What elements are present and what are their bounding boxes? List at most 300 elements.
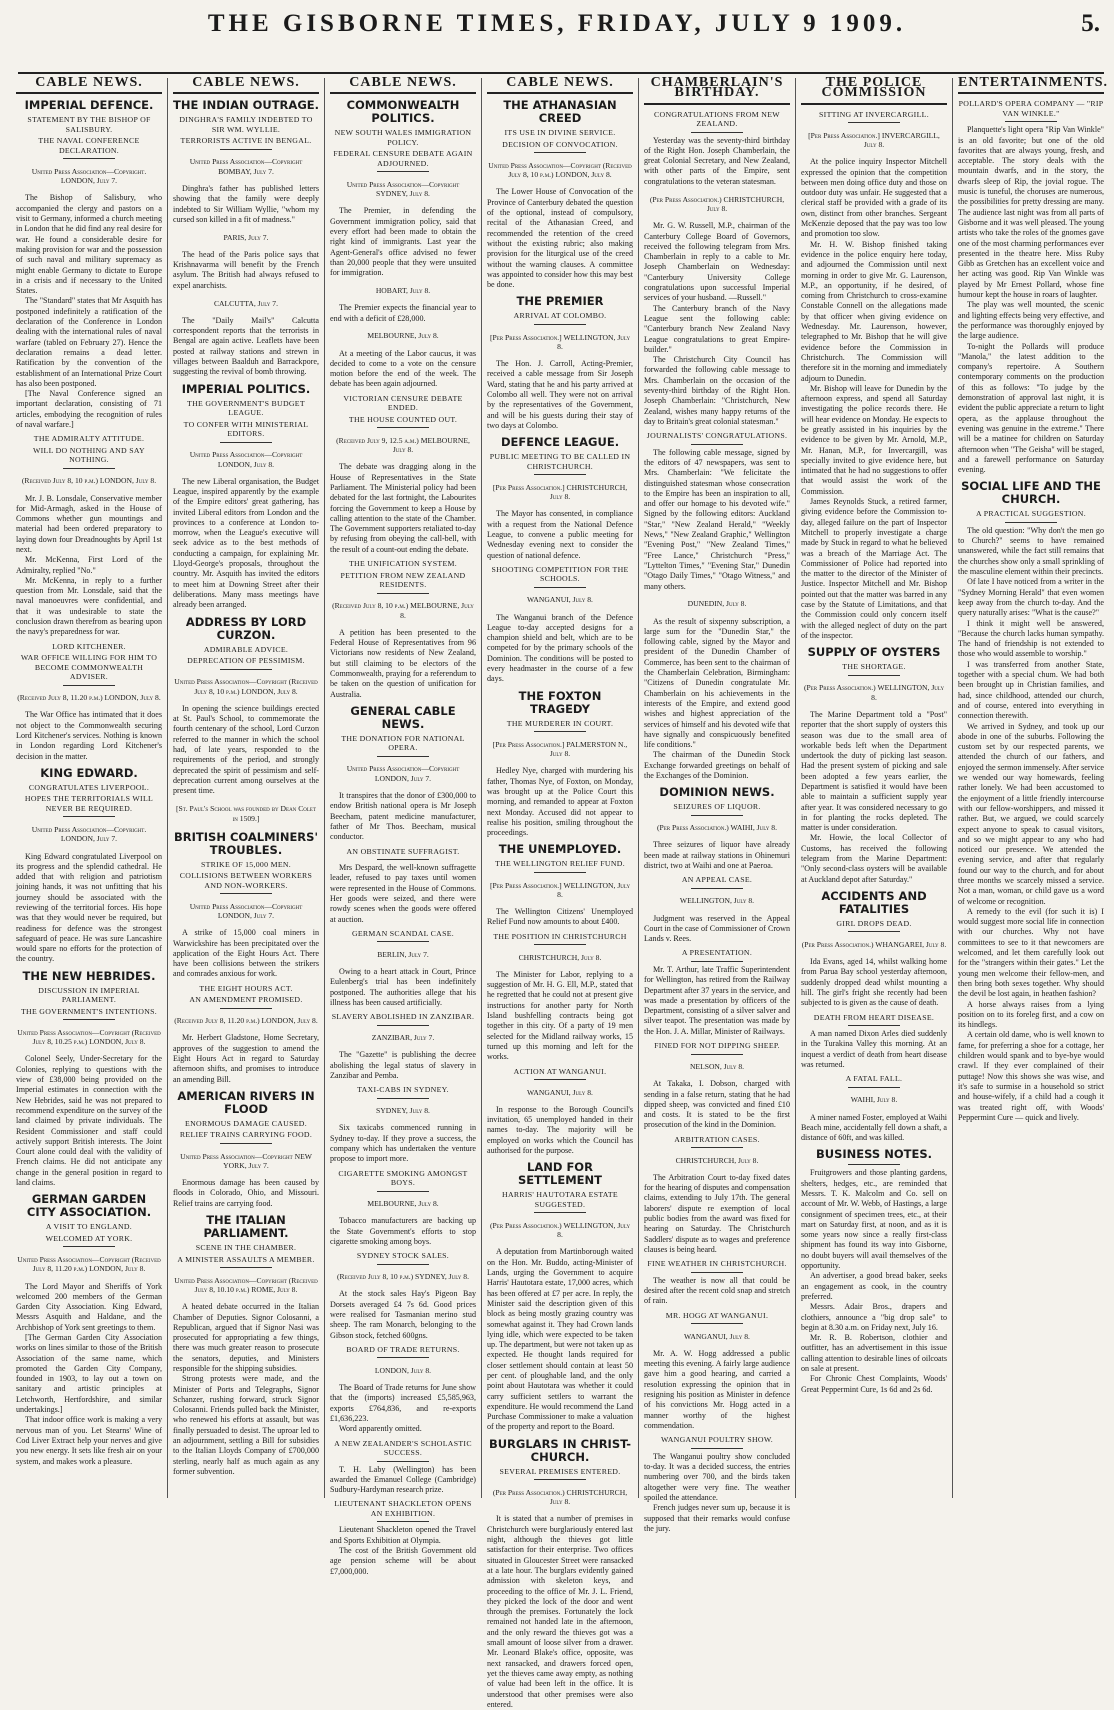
article-paragraph: The Premier, in defending the Government immigration policy, said that every effort had been made to obtain the right kind of immigrants. Last year the Agent-General's office advised no fewer than 20,000 people that they were unsuited for immigration. bbox=[330, 206, 476, 278]
column-header: CABLE NEWS. bbox=[330, 78, 476, 94]
article-headline: ADDRESS BY LORD CURZON. bbox=[185, 614, 307, 642]
article-headline: ACCIDENTS AND FATALITIES bbox=[821, 888, 927, 916]
column-2 bbox=[173, 75, 319, 1500]
article-paragraph: Word apparently omitted. bbox=[339, 1424, 422, 1434]
article-paragraph: The Wellington Citizens' Unemployed Relief Fund now amounts to about £400. bbox=[487, 907, 633, 927]
dateline: MELBOURNE, July 8. bbox=[367, 1199, 439, 1209]
article-paragraph: At Takaka, I. Dobson, charged with sending in a false return, stating that he had dipped sheep, was convicted and fined £10 and costs. It is stated to be the first prosecution of the kind in the Dominion. bbox=[644, 1079, 790, 1130]
article bbox=[173, 383, 319, 611]
article-rule bbox=[377, 171, 430, 172]
article-headline: GERMAN GARDEN CITY ASSOCIATION. bbox=[26, 1192, 152, 1220]
dateline: (Per Press Association.) WAIHI, July 8. bbox=[656, 823, 777, 833]
column-divider bbox=[638, 78, 639, 1498]
article-paragraph: Mr. McKenna, in reply to a further question from Mr. Lonsdale, said that the naval manoeuvres were confidential, and that it was undesirable to state the conclusion drawn therefrom as bearing upon the navy's preparedness for war. bbox=[16, 575, 162, 637]
article-paragraph: [The Naval Conference signed an important declaration, consisting of 71 articles, embodying the recognition of rules of naval warfare.] bbox=[16, 389, 162, 430]
article-subheading: THE EIGHT HOURS ACT. bbox=[199, 983, 293, 993]
article-paragraph: The Wanganui poultry show concluded to-day. It was a decided success, the entries numbering over 700, and the birds taken altogether were very fine. The weather spoiled the attendance. bbox=[644, 1451, 790, 1502]
article-rule bbox=[848, 675, 901, 676]
dateline: DUNEDIN, July 8. bbox=[687, 599, 747, 609]
article bbox=[173, 1214, 319, 1477]
article-subheading: DEPRECATION OF PESSIMISM. bbox=[187, 656, 305, 666]
article-paragraph: The chairman of the Dunedin Stock Exchange forwarded greetings on behalf of the Exchanges of the Dominion. bbox=[644, 750, 790, 780]
article-paragraph: The play was well mounted, the scenic and lighting effects being very effective, and the performance was thoroughly enjoyed by the large audience. bbox=[958, 300, 1104, 341]
article-paragraph: A petition has been presented to the Federal House of Representatives from 96 Victorians now residents of New Zealand, but still claiming to be electors of the Commonwealth, praying for a referendum to be taken on the question of unification for Australia. bbox=[330, 627, 476, 699]
article-subheading: FINE WEATHER IN CHRISTCHURCH. bbox=[647, 1259, 787, 1269]
article-rule bbox=[220, 149, 273, 150]
article-subheading: VICTORIAN CENSURE DEBATE ENDED. bbox=[343, 393, 463, 413]
article-headline: SUPPLY OF OYSTERS bbox=[807, 645, 941, 660]
article-subheading: GIRL DROPS DEAD. bbox=[836, 918, 912, 928]
article bbox=[16, 642, 162, 762]
article bbox=[16, 99, 162, 430]
article-rule bbox=[377, 1461, 430, 1462]
column-3 bbox=[330, 75, 476, 1576]
dateline: United Press Association—Copyright (Received July 8, 10.25 p.m.) LONDON, July 8. bbox=[17, 1027, 161, 1047]
article-paragraph: Mr. Herbert Gladstone, Home Secretary, approves of the suggestion to amend the Eight Hours Act in regard to Saturday afternoon shifts, and promises to introduce an amending Bill. bbox=[173, 1033, 319, 1084]
dateline: WANGANUI, July 8. bbox=[527, 595, 593, 605]
article-headline: LAND FOR SETTLEMENT bbox=[517, 1160, 603, 1188]
dateline: United Press Association—Copyright NEW YORK, July 7. bbox=[180, 1151, 312, 1171]
article bbox=[644, 1311, 790, 1432]
article-rule bbox=[377, 1521, 430, 1522]
dateline: WANGANUI, July 8. bbox=[527, 1087, 593, 1097]
article-subheading: A VISIT TO ENGLAND. bbox=[45, 1222, 133, 1232]
page-number: 5. bbox=[1081, 10, 1100, 37]
column-divider bbox=[481, 78, 482, 1498]
article-paragraph: Enormous damage has been caused by floods in Colorado, Ohio, and Missouri. Relief trains are carrying food. bbox=[173, 1178, 319, 1208]
article-rule bbox=[1005, 522, 1058, 523]
article-headline: THE ITALIAN PARLIAMENT. bbox=[203, 1213, 289, 1241]
article-paragraph: The Christchurch City Council has forwarded the following cable message to Mrs. Chamberlain on the occasion of the seventy-third birthday of the Right Hon. Joseph Chamberlain: "Christchurch, New Zealand, wishes many happy returns of the day to Britain's great colonial statesman." bbox=[644, 355, 790, 426]
article-rule bbox=[220, 1008, 273, 1009]
article-paragraph: The Lord Mayor and Sheriffs of York welcomed 200 members of the German Garden City Association. King Edward, Messrs Asquith and Haldane, and the Archbishop of York sent greetings to them. bbox=[16, 1281, 162, 1332]
article-subheading: TERRORISTS ACTIVE IN BENGAL. bbox=[180, 136, 312, 146]
article bbox=[330, 1345, 476, 1435]
dateline: (Per Press Association.) WELLINGTON, July 8. bbox=[803, 683, 945, 702]
article-subheading: THE SHORTAGE. bbox=[842, 662, 906, 672]
dateline: United Press Association—Copyright (Received July 8, 10 p.m.) LONDON, July 8. bbox=[488, 160, 632, 180]
article bbox=[644, 1435, 790, 1534]
article bbox=[644, 1135, 790, 1256]
article-paragraph: The "Gazette" is publishing the decree abolishing the legal status of slavery in Zanzibar and Pemba. bbox=[330, 1050, 476, 1080]
article-subheading: CIGARETTE SMOKING AMONGST BOYS. bbox=[338, 1168, 468, 1188]
article-subheading: SHOOTING COMPETITION FOR THE SCHOOLS. bbox=[491, 564, 629, 584]
dateline: [St. Paul's School was founded by Dean Colet in 1509.] bbox=[175, 804, 317, 823]
article-subheading: THE DONATION FOR NATIONAL OPERA. bbox=[341, 733, 465, 753]
article-rule bbox=[63, 685, 116, 686]
article bbox=[330, 929, 476, 1008]
article bbox=[801, 1013, 947, 1071]
article-rule bbox=[220, 1143, 273, 1144]
article bbox=[487, 1067, 633, 1157]
column-header: CHAMBERLAIN'S BIRTHDAY. bbox=[644, 78, 790, 105]
article bbox=[330, 99, 476, 389]
article-paragraph: James Reynolds Stuck, a retired farmer, giving evidence before the Commission to-day, alleged failure on the part of Inspector Mitchell to properly investigate a charge made by Stuck in regard to what he believed was a breach of the Marriage Act. The Commissioner of Police had reported into the matter to the director of the Minister of Justice. Inspector Mitchell and Mr. Bishop pointed out that the matter was barred in any case by the Statute of Limitations, and that the Commission could only concern itself with the alleged neglect of duty on the part of the inspector. bbox=[801, 497, 947, 640]
article-headline: THE ATHANASIAN CREED bbox=[503, 98, 617, 126]
dateline: United Press Association—Copyright. LONDON, July 7. bbox=[31, 166, 147, 186]
article-subheading: STATEMENT BY THE BISHOP OF SALISBURY. bbox=[27, 115, 151, 134]
article-subheading: LIEUTENANT SHACKLETON OPENS AN EXHIBITION. bbox=[334, 1499, 472, 1518]
article-subheading: ACTION AT WANGANUI. bbox=[513, 1066, 607, 1076]
article-headline: THE INDIAN OUTRAGE. bbox=[173, 98, 319, 113]
article-subheading: THE NAVAL CONFERENCE DECLARATION. bbox=[38, 136, 140, 155]
article-headline: THE UNEMPLOYED. bbox=[498, 842, 622, 857]
article-rule bbox=[534, 944, 587, 945]
article-rule bbox=[63, 816, 116, 817]
article-rule bbox=[377, 593, 430, 594]
dateline: (Received July 8, 10 p.m.) SYDNEY, July 8. bbox=[337, 1272, 469, 1282]
article-paragraph: Yesterday was the seventy-third birthday of the Right Hon. Joseph Chamberlain, the great Colonial Secretary, and New Zealand, with other parts of the Empire, sent congratulations to the veteran statesman. bbox=[644, 135, 790, 186]
column-header: CABLE NEWS. bbox=[487, 78, 633, 94]
article-rule bbox=[377, 756, 430, 757]
article-paragraph: Messrs. Adair Bros., drapers and clothiers, announce a "big drop sale" to begin at 8.30 a.m. on Friday next, July 16. bbox=[801, 1302, 947, 1332]
article-paragraph: An advertiser, a good bread baker, seeks an engagement as cook, in the country preferred. bbox=[801, 1271, 947, 1301]
article-paragraph: Mr. Bishop will leave for Dunedin by the afternoon express, and spend all Saturday investigating the police records there. He will hear evidence on Monday. He expects to be greatly assisted in his inquiries by the evidence to be given by Mr. Arnold, M.P., Mr. Hanan, M.P., for Invercargill, was specially invited to give evidence here, but intimated that he had no suggestions to offer that would assist the work of the Commission. bbox=[801, 383, 948, 496]
article-rule bbox=[691, 1054, 744, 1055]
article-paragraph: The Canterbury branch of the Navy League sent the following cable: "Canterbury branch New Zealand Navy League congratulations to great Empire-builder." bbox=[644, 303, 790, 354]
article bbox=[330, 1499, 476, 1576]
article-headline: THE NEW HEBRIDES. bbox=[22, 968, 156, 983]
article bbox=[644, 786, 790, 871]
article-rule bbox=[691, 1323, 744, 1324]
dateline: (Per Press Association.) WHANGAREI, July 8. bbox=[801, 940, 947, 950]
article-paragraph: Mr. T. Arthur, late Traffic Superintendent for Wellington, has retired from the Railway Department after 37 years in the service, and was made a presentation by officers of the Department, consisting of a silver salver and silver teapot. The presentation was made by the Hon. J. A. Millar, Minister of Railways. bbox=[644, 964, 790, 1036]
article-rule bbox=[848, 931, 901, 932]
article-rule bbox=[534, 152, 587, 153]
article-rule bbox=[377, 1357, 430, 1358]
column-5 bbox=[644, 75, 790, 1533]
article-rule bbox=[534, 587, 587, 588]
article-paragraph: As the result of sixpenny subscription, a large sum for the "Dunedin Star," the following cable, signed by the Mayor and president of the Dunedin Chamber of Commerce, has been sent to the chairman of the Chamberlain Celebration, Birmingham: "Citizens of Dunedin congratulate Mr. Chamberlain on his achievements in the interests of the Empire, and extend good wishes and highest appreciation of the services of himself and his devoted wife that have signally and conspicuously benefited life conditions." bbox=[644, 616, 790, 750]
article-rule bbox=[848, 1087, 901, 1088]
article-headline: KING EDWARD. bbox=[40, 765, 138, 780]
article-subheading: HARRIS' HAUTOTARA ESTATE SUGGESTED. bbox=[502, 1190, 618, 1209]
article-paragraph: At a meeting of the Labor caucus, it was decided to come to a vote on the censure motion before the end of the week. The debate has been again adjourned. bbox=[330, 348, 476, 389]
article-subheading: PETITION FROM NEW ZEALAND RESIDENTS. bbox=[340, 570, 466, 590]
article-rule bbox=[220, 669, 273, 670]
article-subheading: WELCOMED AT YORK. bbox=[45, 1233, 133, 1243]
article-paragraph: A horse always raises from a lying position on to its foreleg first, and a cow on its hindlegs. bbox=[958, 999, 1104, 1030]
article bbox=[644, 431, 790, 781]
column-divider bbox=[167, 78, 168, 1498]
dateline: United Press Association—Copyright LONDON, July 7. bbox=[189, 901, 303, 921]
article bbox=[644, 948, 790, 1037]
column-divider bbox=[952, 78, 953, 1498]
column-header: CABLE NEWS. bbox=[16, 78, 162, 94]
article-paragraph: Mr. J. B. Lonsdale, Conservative member for Mid-Armagh, asked in the House of Commons whether gun mountings and material had been ordered preparatory to laying down four Dreadnoughts by April 1st next. bbox=[16, 493, 162, 554]
article-rule bbox=[377, 941, 430, 942]
article bbox=[801, 1074, 947, 1143]
article-subheading: WILL DO NOTHING AND SAY NOTHING. bbox=[32, 445, 145, 465]
dateline: (Received July 8, 10 p.m.) LONDON, July 8. bbox=[21, 476, 157, 486]
article-subheading: STRIKE OF 15,000 MEN. bbox=[200, 859, 292, 869]
article-rule bbox=[848, 122, 901, 123]
article-subheading: DEATH FROM HEART DISEASE. bbox=[813, 1012, 935, 1022]
article-rule bbox=[63, 468, 116, 469]
dateline: [Per Press Association.] CHRISTCHURCH, July 8. bbox=[492, 482, 628, 502]
article bbox=[958, 480, 1104, 1123]
article-rule bbox=[63, 158, 116, 159]
dateline: (Per Press Association.) CHRISTCHURCH, July 8. bbox=[649, 194, 785, 214]
article bbox=[487, 932, 633, 1063]
dateline: PARIS, July 7. bbox=[223, 232, 269, 242]
article-paragraph: A heated debate occurred in the Italian Chamber of Deputies. Signor Colosanni, a Republican, argued that if Signor Nasi was prosecuted for appropriating a few things, there was much greater reason to prosecute the senators, deputies, and Ministers responsible for the shipping subsidies. bbox=[173, 1302, 319, 1373]
article-paragraph: The following cable message, signed by the editors of 47 newspapers, was sent to Mrs. Chamberlain: "We felicitate the distinguished statesman whose consecration to the Empire has been an inspiration to all, and offer our homage to his devoted wife." Signed by the following editors: Auckland "Star," "New Zealand Herald," "Weekly News," "New Zealand Graphic," Wellington "Evening Post," "New Zealand Times," "Free Lance," Christchurch "Press," "Lyttelton Times," "Evening Star," Dunedin "Otago Daily Times," "Otago Witness," and many others. bbox=[644, 447, 790, 591]
dateline: CALCUTTA, July 7. bbox=[213, 298, 278, 308]
article-paragraph: The head of the Paris police says that Krishnavarma will benefit by the French asylum. The British had always refused to expel anarchists. bbox=[173, 249, 319, 290]
article-subheading: TAXI-CABS IN SYDNEY. bbox=[357, 1085, 449, 1095]
article-paragraph: The Board of Trade returns for June show that the (imports) increased £5,585,963, exports £764,836, and re-exports £1,636,223. bbox=[330, 1383, 476, 1423]
article-rule bbox=[691, 1147, 744, 1148]
dateline: United Press Association—Copyright (Received July 8, 10.10 p.m.) ROME, July 8. bbox=[174, 1275, 318, 1295]
column-header: ENTERTAINMENTS. bbox=[958, 78, 1104, 94]
article-headline: COMMONWEALTH POLITICS. bbox=[346, 98, 460, 126]
dateline: United Press Association—Copyright SYDNEY, July 8. bbox=[346, 179, 460, 199]
article-paragraph: Mrs Despard, the well-known suffragette leader, refused to pay taxes until women were represented in the House of Commons. Her goods were seized, and there were rowdy scenes when the goods were offered at auction. bbox=[330, 863, 476, 924]
article-subheading: THE GOVERNMENT'S BUDGET LEAGUE. bbox=[187, 398, 305, 418]
article bbox=[173, 1090, 319, 1209]
article-paragraph: The old question: "Why don't the men go to Church?" seems to have remained unanswered, while the fact still remains that the churches show only a small sprinkling of the masculine element within their precincts. bbox=[958, 525, 1104, 577]
article-paragraph: The Hon. J. Carroll, Acting-Premier, received a cable message from Sir Joseph Ward, stating that he and his party arrived at Colombo all well. They were not on arrival by the representatives of the Government, and will be his guests during their stay of two days at Colombo. bbox=[487, 359, 633, 430]
article-paragraph: Three seizures of liquor have already been made at railway stations in Ohinemuri district, two at Waihi and one at Paeroa. bbox=[644, 840, 790, 871]
article-rule bbox=[691, 888, 744, 889]
article bbox=[173, 99, 319, 377]
article-paragraph: The weather is now all that could be desired after the recent cold snap and stretch of rain. bbox=[644, 1275, 790, 1306]
article-subheading: AN OBSTINATE SUFFRAGIST. bbox=[346, 846, 460, 856]
article-paragraph: [The German Garden City Association works on lines similar to those of the British Association of the same name, which promoted the Garden City Company, founded in 1903, to lay out a town on sanitary and artistic principles at Letchworth, Hertfordshire, and similar undertakings.] bbox=[16, 1333, 162, 1415]
article-subheading: PUBLIC MEETING TO BE CALLED IN CHRISTCHURCH. bbox=[489, 452, 631, 471]
article-rule bbox=[377, 1264, 430, 1265]
article-paragraph: The Bishop of Salisbury, who accompanied the clergy and pastors on a visit to Germany, informed a church meeting in London that he did find any real desire for war. He found a considerable desire for making provision for war and the possession of such naval and military supremacy as might enable Germany to dictate to Europe in a crisis and if necessary to the United States. bbox=[16, 193, 162, 296]
article-headline: BUSINESS NOTES. bbox=[816, 1147, 932, 1162]
article-paragraph: The Mayor has consented, in compliance with a request from the National Defence League, to convene a public meeting for Wednesday evening next to consider the question of national defence. bbox=[487, 509, 633, 560]
article-paragraph: I think it might well be answered, "Because the church lacks human sympathy. The hand of friendship is not extended to those who would assemble to worship." bbox=[958, 618, 1104, 659]
article bbox=[644, 1259, 790, 1306]
article-subheading: THE HOUSE COUNTED OUT. bbox=[348, 414, 458, 424]
article bbox=[330, 705, 476, 843]
article-paragraph: A certain old dame, who is well known to fame, for preferring a shoe for a cottage, her children would spank and to bye-bye would crawl. If they ever complained of their puttage! Now this shows she was wise, and it's safe to surmise in a household so strict and house-wifely, if a child had a cough it was treated right off, with Woods' Peppermint Cure — quick and lively. bbox=[958, 1030, 1104, 1122]
article-subheading: ARRIVAL AT COLOMBO. bbox=[513, 311, 607, 321]
dateline: United Press Association—Copyright BOMBAY, July 7. bbox=[189, 157, 303, 176]
article-subheading: RELIEF TRAINS CARRYING FOOD. bbox=[179, 1130, 313, 1140]
article-paragraph: That indoor office work is making a very nervous man of you. Let Stearns' Wine of Cod Liver Extract help your nerves and give you new energy. It sets like fresh air on your system, and makes work a pleasure. bbox=[16, 1415, 162, 1466]
article-rule bbox=[220, 1267, 273, 1268]
dateline: SYDNEY, July 8. bbox=[376, 1106, 430, 1116]
article-paragraph: Tobacco manufacturers are backing up the State Government's efforts to stop cigarette smoking among boys. bbox=[330, 1216, 476, 1246]
article-headline: AMERICAN RIVERS IN FLOOD bbox=[177, 1088, 315, 1116]
article-paragraph: Dinghra's father has published letters showing that the family were deeply indebted to Sir William Wyllie, "whom my cursed son killed in a fit of madness." bbox=[173, 183, 319, 224]
article bbox=[330, 1012, 476, 1081]
article-paragraph: Strong protests were made, and the Minister of Ports and Telegraphs, Signor Schanzer, rushing forward, struck Signor Colosanni. Friends pulled back the Minister, who renewed his efforts at assault, but was finally persuaded to desist. The uproar led to an adjournment, settling a Bill for subsidies to the Italian Lloyds Company of £700,000 sterling, nearly half as much again as any former subvention. bbox=[173, 1374, 319, 1476]
article bbox=[330, 1439, 476, 1496]
article-subheading: A FATAL FALL. bbox=[845, 1074, 903, 1084]
article-paragraph: T. H. Laby (Wellington) has been awarded the Emanuel College (Cambridge) Sudbury-Hardyman research prize. bbox=[330, 1464, 476, 1495]
article bbox=[330, 1085, 476, 1164]
article-subheading: DINGHRA'S FAMILY INDEBTED TO SIR WM. WYLLIE. bbox=[179, 115, 313, 134]
article bbox=[644, 875, 790, 944]
article-paragraph: Owing to a heart attack in Court, Prince Eulenberg's trial has been indefinitely postponed. The authorities allege that his illness has been caused artificially. bbox=[330, 966, 476, 1007]
article-subheading: JOURNALISTS' CONGRATULATIONS. bbox=[646, 431, 788, 441]
article-paragraph: Mr. G. W. Russell, M.P., chairman of the Canterbury College Board of Governors, received the following telegram from Mrs. Chamberlain in reply to a cable to Mr. Joseph Chamberlain on Wednesday: "Canterbury University College congratulations upon successful Imperial services of your husband. —Russell." bbox=[644, 221, 790, 303]
article-paragraph: We arrived in Sydney, and took up our abode in one of the suburbs. Following the custom set by our respected parents, we attended the church of our fathers, and enjoyed the sermon immensely. After service we wended our way homewards, feeling rather lonely. We had been accustomed to the enjoyment of a little friendly intercourse with our fellow-worshippers, and missed it rather. But, we argued, we could scarcely expect anyone to speak to casual visitors, and so we might appear to any who had noticed our presence. We attended the evening service, and after that regularly found our way to the church, and for about three months we scarcely missed a service. Not a man, woman, or child gave us a word of welcome or recognition. bbox=[958, 721, 1105, 906]
column-divider bbox=[324, 78, 325, 1498]
article-paragraph: King Edward congratulated Liverpool on its progress and the splendid cathedral. He added that with religion and patriotism joining hands, it was not unfitting that his journey should be associated with the reviewing of the territorial forces. His hope was that they would never be required, but readiness for defence was the strongest safeguard of peace. He was sure Lancashire would spare no efforts for the protection of the country. bbox=[16, 851, 162, 964]
article-subheading: CONGRATULATES LIVERPOOL. bbox=[28, 782, 150, 792]
article-headline: DEFENCE LEAGUE. bbox=[500, 435, 620, 450]
article-rule bbox=[534, 1479, 587, 1480]
article-headline: DOMINION NEWS. bbox=[659, 785, 775, 800]
dateline: [Per Press Association.] WELLINGTON, July 8. bbox=[489, 332, 631, 352]
article-subheading: ENORMOUS DAMAGE CAUSED. bbox=[185, 1118, 307, 1128]
article-subheading: LORD KITCHENER. bbox=[52, 641, 126, 651]
dateline: CHRISTCHURCH, July 8. bbox=[675, 1155, 759, 1165]
article-headline: BURGLARS IN CHRIST-CHURCH. bbox=[488, 1436, 632, 1464]
article-subheading: WANGANUI POULTRY SHOW. bbox=[660, 1435, 774, 1445]
article bbox=[487, 843, 633, 927]
article-subheading: ADMIRABLE ADVICE. bbox=[203, 644, 289, 654]
article-subheading: DECISION OF CONVOCATION. bbox=[502, 139, 618, 149]
dateline: LONDON, July 8. bbox=[374, 1365, 432, 1375]
article bbox=[173, 831, 319, 980]
article-headline: BRITISH COALMINERS' TROUBLES. bbox=[174, 829, 318, 857]
article-rule bbox=[377, 1025, 430, 1026]
article-subheading: POLLARD'S OPERA COMPANY — "RIP VAN WINKLE." bbox=[958, 99, 1104, 118]
article-paragraph: Hedley Nye, charged with murdering his father, Thomas Nye, of Foxton, on Monday, was brought up at the Police Court this morning, and remanded to appear at Foxton next Monday. Accused did not appear to realise his position, smiling throughout the proceedings. bbox=[487, 766, 633, 838]
article-paragraph: For Chronic Chest Complaints, Woods' Great Peppermint Cure, 1s 6d and 2s 6d. bbox=[801, 1374, 947, 1394]
article bbox=[801, 1148, 947, 1395]
article-subheading: A PRESENTATION. bbox=[681, 948, 753, 958]
article-paragraph: At the police inquiry Inspector Mitchell expressed the opinion that the competition between men doing office duty and those on outdoor duty was unfair. He suggested that a clerical staff be provided with a grade of its own, distinct from other branches. Sergeant McKenzie deposed that the pay was too low and promotion too slow. bbox=[801, 157, 947, 239]
article-subheading: A NEW ZEALANDER'S SCHOLASTIC SUCCESS. bbox=[334, 1438, 472, 1458]
article-rule bbox=[691, 815, 744, 816]
article-rule bbox=[534, 872, 587, 873]
article-subheading: A MINISTER ASSAULTS A MEMBER. bbox=[177, 1254, 315, 1264]
article bbox=[487, 99, 633, 290]
dateline: [Per Press Association.] PALMERSTON N., July 8. bbox=[492, 739, 628, 759]
article-subheading: THE GOVERNMENT'S INTENTIONS. bbox=[20, 1006, 158, 1016]
article-subheading: A PRACTICAL SUGGESTION. bbox=[976, 509, 1086, 519]
article-rule bbox=[63, 1246, 116, 1247]
dateline: [Per Press Association.] INVERCARGILL, July 8. bbox=[808, 130, 940, 150]
article bbox=[330, 394, 476, 555]
article-subheading: FEDERAL CENSURE DEBATE AGAIN ADJOURNED. bbox=[333, 149, 473, 168]
column-4 bbox=[487, 75, 633, 1709]
column-header: THE POLICE COMMISSION bbox=[801, 78, 947, 105]
article-subheading: THE MURDERER IN COURT. bbox=[506, 718, 614, 728]
dateline: ZANZIBAR, July 7. bbox=[371, 1033, 435, 1043]
article-rule bbox=[377, 427, 430, 428]
article-paragraph: Mr. McKenna, First Lord of the Admiralty, replied "No." bbox=[16, 555, 162, 575]
article-rule bbox=[63, 1019, 116, 1020]
column-1 bbox=[16, 75, 162, 1500]
article-subheading: DISCUSSION IN IMPERIAL PARLIAMENT. bbox=[38, 985, 140, 1005]
article bbox=[487, 565, 633, 685]
dateline: WELLINGTON, July 8. bbox=[679, 896, 755, 906]
article-rule bbox=[691, 444, 744, 445]
article-paragraph: The debate was dragging along in the House of Representatives in the State Parliament. The Ministerial policy had been debated for the last fortnight, the Labourites forcing the Government to keep a House by calling attention to the state of the Chamber. The Government supporters retaliated to-day by refusing from obeying the call-bell, with the result of a count-out ending the debate. bbox=[330, 462, 476, 554]
article-subheading: ITS USE IN DIVINE SERVICE. bbox=[504, 128, 616, 138]
article-subheading: WAR OFFICE WILLING FOR HIM TO BECOME COMMONWEALTH ADVISER. bbox=[20, 653, 158, 682]
article-rule bbox=[377, 859, 430, 860]
article bbox=[487, 690, 633, 839]
column-7 bbox=[958, 75, 1108, 1500]
article bbox=[16, 970, 162, 1189]
masthead-title: THE GISBORNE TIMES, FRIDAY, JULY 9 1909. bbox=[207, 10, 907, 37]
article bbox=[16, 767, 162, 965]
article-paragraph: The Wanganui branch of the Defence League to-day accepted designs for a champion shield and belt, which are to be competed for by the primary schools of the Dominion. The conditions will be posted to every headmaster in the course of a few days. bbox=[487, 612, 633, 684]
article-subheading: NEW SOUTH WALES IMMIGRATION POLICY. bbox=[334, 128, 472, 147]
article-paragraph: French judges never sum up, because it is supposed that their remarks would confuse the jury. bbox=[644, 1503, 790, 1533]
article-paragraph: The Arbitration Court to-day fixed dates for the hearing of disputes and compensation claims, extending to July 17th. The general laborers' dispute re exemption of local public bodies from the award was fixed for hearing on Saturday. The Christchurch Saddlers' dispute as to wages and preference clauses is being heard. bbox=[644, 1172, 790, 1254]
article-paragraph: Planquette's light opera "Rip Van Winkle" is an old favorite; but one of the old favorites that are always young, fresh, and acceptable. The story deals with the mountain dwarfs, and in the story, the dwarfs sleep of Rip, the jovial rogue. The music is tuneful, the choruses are numerous, the possibilities for pretty dressing are many. The audience last night was from all parts of Gisborne and it was well pleased. The young artists who take the roles of the gnomes gave one of the most charming performances ever presented in the theatre here. Miss Ruby Gibb as Gretchen has an excellent voice and her acting was good. Rip Van Winkle was played by Mr Ernest Pollard, whose fine humour kept the house in roars of laughter. bbox=[958, 125, 1104, 300]
article-paragraph: The new Liberal organisation, the Budget League, inspired apparently by the example of the Empire editors' great gathering, has invited Liberal editors from London and the provinces to a conference at London to-morrow, when the League's executive will seek advice as to the best methods of conducting a campaign, for explaining Mr. Lloyd-George's proposals, throughout the country. Mr. Asquith has invited the editors to meet him at Downing Street after their deliberations. Many mass meetings have already been arranged. bbox=[173, 476, 319, 610]
masthead bbox=[0, 0, 1114, 74]
article-paragraph: The Minister for Labor, replying to a suggestion of Mr. H. G. Ell, M.P., stated that he regretted that he could not at present give instructions for another party for North Island bushfelling contracts being got together in this city. Of a party of 19 men selected for the Midland railway works, 15 turned up this morning and left for the works. bbox=[487, 969, 633, 1062]
article-subheading: THE ADMIRALTY ATTITUDE. bbox=[33, 434, 145, 444]
article-subheading: SLAVERY ABOLISHED IN ZANZIBAR. bbox=[331, 1012, 475, 1022]
article bbox=[644, 1041, 790, 1131]
dateline: (Received July 8, 11.20 p.m.) LONDON, July 8. bbox=[17, 693, 161, 703]
article bbox=[16, 1193, 162, 1467]
article-subheading: SITTING AT INVERCARGILL. bbox=[819, 109, 929, 119]
article-subheading: SEVERAL PREMISES ENTERED. bbox=[499, 1466, 621, 1476]
article-paragraph: Six taxicabs commenced running in Sydney to-day. If they prove a success, the company which has undertaken the venture propose to import more. bbox=[330, 1123, 476, 1164]
article-rule bbox=[1005, 121, 1058, 122]
article-subheading: HOPES THE TERRITORIALS WILL NEVER BE REQUIRED. bbox=[24, 794, 154, 813]
dateline: CHRISTCHURCH, July 8. bbox=[518, 952, 602, 962]
article-paragraph: To-night the Pollards will produce "Manola," the latest addition to the company's repertoire. A Southern contemporary comments on the production of this as follows: "To judge by the demonstration of approval last night, it is evident the public appreciate a return to light opera, as the applause throughout the evening was genuine in the extreme." There will be a matinee for children on Saturday afternoon when "The Geisha" will be staged, and a farewell performance on Saturday evening. bbox=[958, 341, 1104, 475]
dateline: (Received July 9, 12.5 a.m.) MELBOURNE, July 8. bbox=[336, 435, 470, 455]
dateline: MELBOURNE, July 8. bbox=[367, 331, 439, 341]
article-subheading: AN APPEAL CASE. bbox=[681, 875, 753, 885]
article-subheading: THE POSITION IN CHRISTCHURCH bbox=[493, 931, 627, 941]
article-paragraph: The cost of the British Government old age pension scheme will be about £7,000,000. bbox=[330, 1546, 476, 1576]
article-rule bbox=[691, 961, 744, 962]
article-rule bbox=[534, 1212, 587, 1213]
dateline: United Press Association—Copyright LONDON, July 8. bbox=[189, 450, 303, 469]
dateline: United Press Association—Copyright (Received July 8, 10 p.m.) LONDON, July 8. bbox=[174, 677, 318, 696]
article-paragraph: The Marine Department told a "Post" reporter that the short supply of oysters this season was due to the small area of workable beds left when the Department undertook the duty of picking last season. Had the present system of picking and sale been adopted a few years earlier, the Department is satisfied it would have been able to maintain a sufficient supply year after year. It was considered necessary to go in for planting the rocks depleted. The matter is under consideration. bbox=[801, 709, 947, 833]
article bbox=[173, 616, 319, 823]
article-subheading: ARBITRATION CASES. bbox=[674, 1134, 760, 1144]
article-headline: THE FOXTON TRAGEDY bbox=[518, 688, 602, 716]
dateline: (Per Press Association.) CHRISTCHURCH, July 8. bbox=[492, 1487, 628, 1507]
article-paragraph: A remedy to the evil (for such it is) I would suggest more social life in connection with our churches. Why not have committees to see to it that newcomers are welcomed, and let them carefully look out for the "strangers within their gates." Let the young men welcome their fellow-men, and then bring both sexes together. Why should the devil be lost again, in heathen fashion? bbox=[958, 906, 1104, 999]
article-rule bbox=[377, 1098, 430, 1099]
article-rule bbox=[534, 324, 587, 325]
article-headline: IMPERIAL POLITICS. bbox=[181, 381, 311, 396]
dateline: [Per Press Association.] WELLINGTON, July 8. bbox=[489, 880, 631, 900]
article bbox=[330, 1169, 476, 1248]
article-paragraph: The Premier expects the financial year to end with a deficit of £28,000. bbox=[330, 303, 476, 323]
article-rule bbox=[220, 893, 273, 894]
article bbox=[801, 646, 947, 885]
article-subheading: SEIZURES OF LIQUOR. bbox=[673, 802, 761, 812]
article-paragraph: Of late I have noticed from a writer in the "Sydney Morning Herald" that even women keep away from the church to-day. And the query naturally arises: "What is the cause?" bbox=[958, 577, 1104, 618]
article-paragraph: Fruitgrowers and those planting gardens, shelters, hedges, etc., are reminded that Messrs. T. K. Malcolm and Co. sell on account of Mr. W. Webb, of Hastings, a large consignment of specimen trees, etc., at their mart on Saturday first, at noon, and as it is some years now since a really first-class shipment has found its way into Gisborne, no doubt buyers will avail themselves of the opportunity. bbox=[801, 1168, 947, 1271]
column-divider bbox=[795, 78, 796, 1498]
article-paragraph: I was transferred from another State, together with a special chum. We had both been brought up in Christian families, and had, since childhood, attended our church, and of course, entered into everything in connection therewith. bbox=[958, 659, 1104, 721]
article-paragraph: It is stated that a number of premises in Christchurch were burglariously entered last night, although the thieves got little satisfaction for their enterprise. Two offices situated in Gloucester Street were ransacked at a late hour. The burglars evidently gained admission with skeleton keys, and proceeding to the office of Mr. J. L. Friend, they picked the lock of the door and went through the premises. Fortunately the lock remained not handed late in the afternoon, and the only reward the thieves got was a small amount of loose silver from a drawer. Mr. Leonard Blake's office, opposite, was next ransacked, and drawers forced open, yet the thieves came away empty, as nothing of value had been left in the office. It is understood that other premises were also entered. bbox=[487, 1514, 633, 1709]
article-paragraph: It transpires that the donor of £300,000 to endow British national opera is Mr Joseph Beecham, patent medicine manufacturer, father of Mr Thos. Beecham, musical conductor. bbox=[330, 791, 476, 842]
article-paragraph: A strike of 15,000 coal miners in Warwickshire has been precipitated over the application of the Eight Hours Act. There have been collisions between the strikers and comrades anxious for work. bbox=[173, 928, 319, 979]
article bbox=[487, 1161, 633, 1433]
article bbox=[487, 295, 633, 431]
dateline: (Received July 8, 10 p.m.) MELBOURNE, July 8. bbox=[332, 601, 474, 620]
article-paragraph: In response to the Borough Council's invitation, 65 unemployed handed in their names to-day. The majority will be employed on works which the Council has authorised for the purpose. bbox=[487, 1104, 633, 1155]
dateline: United Press Association—Copyright LONDON, July 7. bbox=[346, 764, 460, 783]
article-paragraph: A miner named Foster, employed at Waihi Beach mine, accidentally fell down a shaft, a distance of 60ft, and was killed. bbox=[801, 1112, 947, 1143]
